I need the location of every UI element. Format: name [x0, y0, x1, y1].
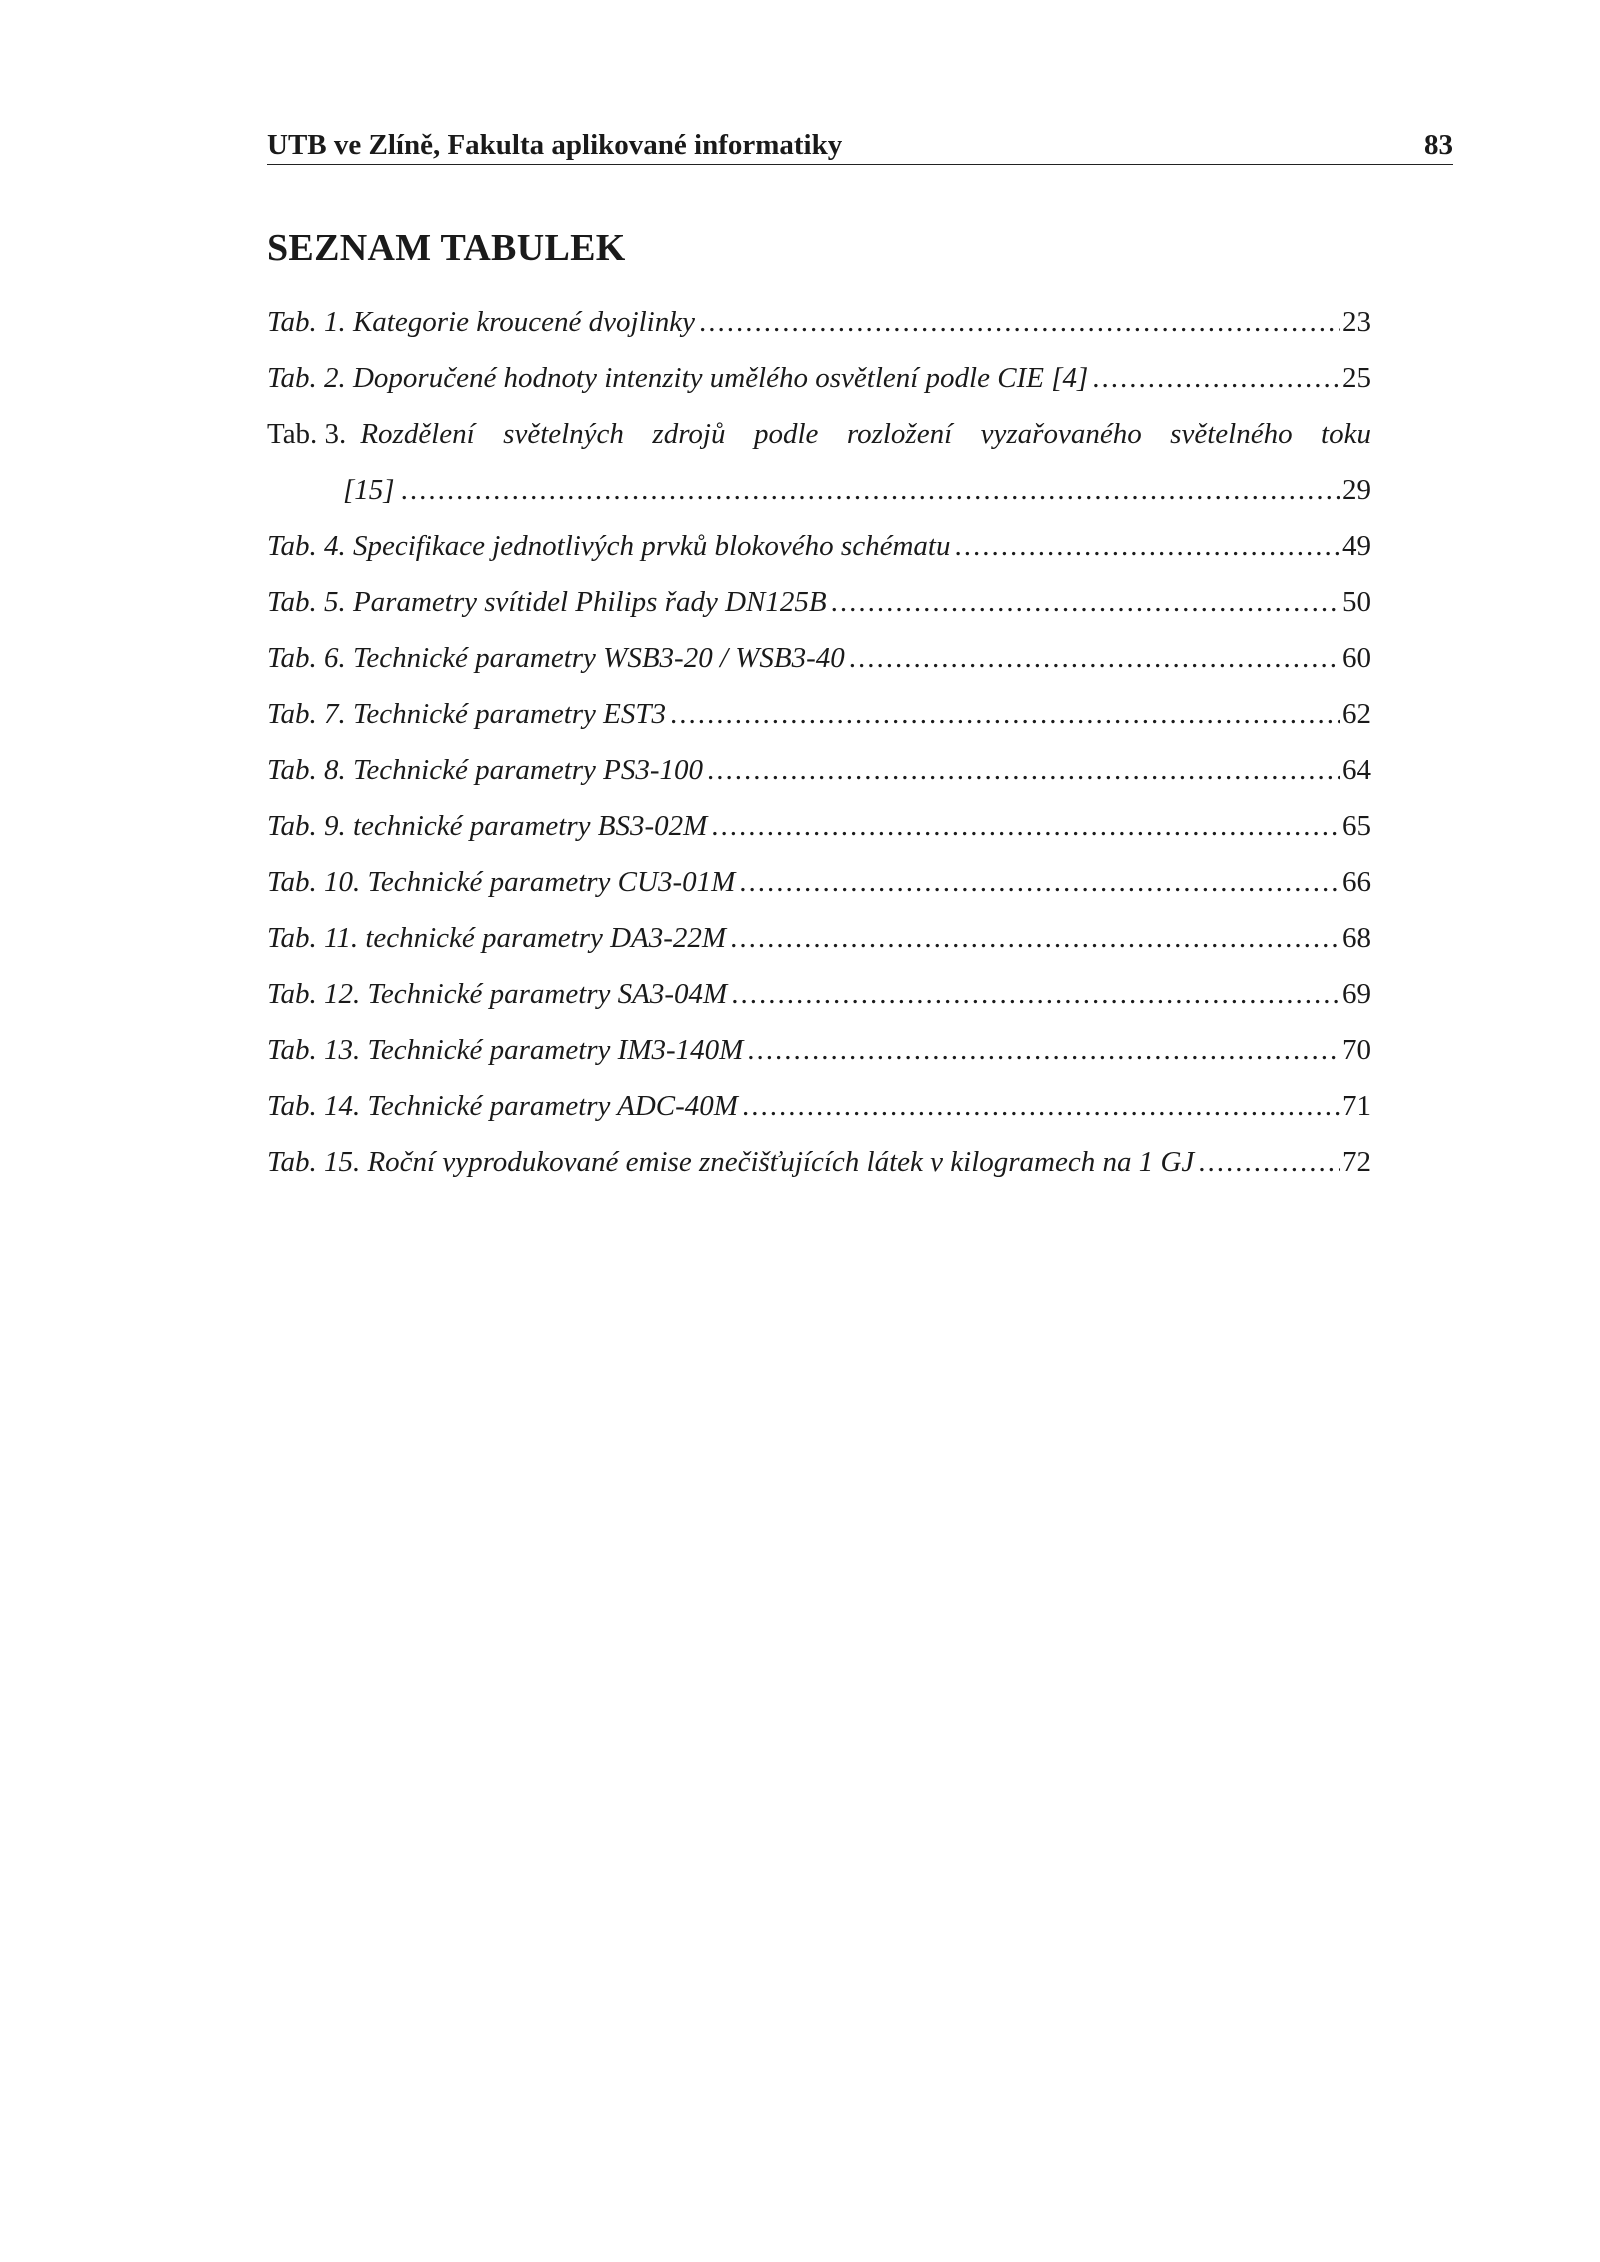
- toc-entry[interactable]: [267, 810, 1371, 866]
- toc-entry-page: 70: [1342, 1034, 1371, 1066]
- toc-entry-label: Tab. 14. Technické parametry ADC-40M: [267, 1090, 738, 1122]
- toc-entry[interactable]: [267, 418, 1371, 530]
- toc-entry-page: 71: [1342, 1090, 1371, 1122]
- toc-entry-page: 29: [1342, 474, 1371, 506]
- dot-leader: [730, 922, 1340, 955]
- running-header: [267, 122, 1453, 165]
- toc-entry-label: Tab. 13. Technické parametry IM3-140M: [267, 1034, 744, 1066]
- toc-entry[interactable]: [267, 306, 1371, 362]
- toc-entry[interactable]: [267, 978, 1371, 1034]
- toc-entry[interactable]: [267, 922, 1371, 978]
- toc-entry-page: 60: [1342, 642, 1371, 674]
- toc-entry-label: Tab. 6. Technické parametry WSB3-20 / WSB3-40: [267, 642, 845, 674]
- toc-entry[interactable]: [267, 530, 1371, 586]
- toc-entry-page: 62: [1342, 698, 1371, 730]
- toc-entry-label: Tab. 7. Technické parametry EST3: [267, 698, 667, 730]
- dot-leader: [742, 1090, 1340, 1123]
- dot-leader: [747, 1034, 1340, 1067]
- page-number: 83: [1424, 129, 1453, 161]
- dot-leader: [849, 642, 1340, 675]
- dot-leader: [711, 810, 1340, 843]
- toc-entry-label: Tab. 8. Technické parametry PS3-100: [267, 754, 704, 786]
- dot-leader: [731, 978, 1340, 1011]
- toc-entry-label-continued: [15]: [343, 474, 395, 506]
- toc-entry-page: 49: [1342, 530, 1371, 562]
- toc-entry[interactable]: [267, 362, 1371, 418]
- toc-entry-line1: [267, 418, 1371, 474]
- toc-entry-label: Tab. 5. Parametry svítidel Philips řady DN125B: [267, 586, 827, 618]
- toc-entry-label: Tab. 12. Technické parametry SA3-04M: [267, 978, 728, 1010]
- dot-leader: [739, 866, 1340, 899]
- toc-entry-label: Tab. 11. technické parametry DA3-22M: [267, 922, 727, 954]
- toc-entry[interactable]: [267, 1090, 1371, 1146]
- toc-entry[interactable]: [267, 1146, 1371, 1202]
- toc-entry-label: Tab. 2. Doporučené hodnoty intenzity umělého osvětlení podle CIE [4]: [267, 362, 1089, 394]
- dot-leader: [401, 474, 1340, 507]
- toc-entry-page: 25: [1342, 362, 1371, 394]
- dot-leader: [707, 754, 1340, 787]
- dot-leader: [1198, 1146, 1340, 1179]
- toc-entry-page: 50: [1342, 586, 1371, 618]
- dot-leader: [699, 306, 1340, 339]
- toc-entry[interactable]: [267, 1034, 1371, 1090]
- dot-leader: [1092, 362, 1340, 395]
- table-list: [267, 306, 1371, 1202]
- toc-entry-page: 72: [1342, 1146, 1371, 1178]
- toc-entry-page: 23: [1342, 306, 1371, 338]
- toc-entry-page: 64: [1342, 754, 1371, 786]
- toc-entry-line2: [267, 474, 1371, 530]
- toc-entry[interactable]: [267, 698, 1371, 754]
- toc-entry-label: Tab. 4. Specifikace jednotlivých prvků blokového schématu: [267, 530, 951, 562]
- toc-entry-page: 68: [1342, 922, 1371, 954]
- toc-entry-label: Tab. 9. technické parametry BS3-02M: [267, 810, 708, 842]
- toc-entry[interactable]: [267, 642, 1371, 698]
- dot-leader: [954, 530, 1340, 563]
- toc-entry[interactable]: [267, 866, 1371, 922]
- toc-entry-page: 65: [1342, 810, 1371, 842]
- toc-entry-page: 66: [1342, 866, 1371, 898]
- toc-entry-label: Tab. 10. Technické parametry CU3-01M: [267, 866, 736, 898]
- toc-entry[interactable]: [267, 754, 1371, 810]
- page-title: SEZNAM TABULEK: [267, 227, 626, 269]
- running-title: UTB ve Zlíně, Fakulta aplikované informatiky: [267, 129, 843, 161]
- toc-entry-page: 69: [1342, 978, 1371, 1010]
- toc-entry-label: Tab. 15. Roční vyprodukované emise znečišťujících látek v kilogramech na 1 GJ: [267, 1146, 1195, 1178]
- toc-entry-label: Tab. 1. Kategorie kroucené dvojlinky: [267, 306, 695, 338]
- dot-leader: [831, 586, 1340, 619]
- toc-entry-label: Rozdělení světelných zdrojů podle rozložení vyzařovaného světelného toku: [360, 418, 1371, 450]
- toc-entry-prefix: Tab. 3.: [267, 418, 347, 450]
- toc-entry[interactable]: [267, 586, 1371, 642]
- dot-leader: [670, 698, 1340, 731]
